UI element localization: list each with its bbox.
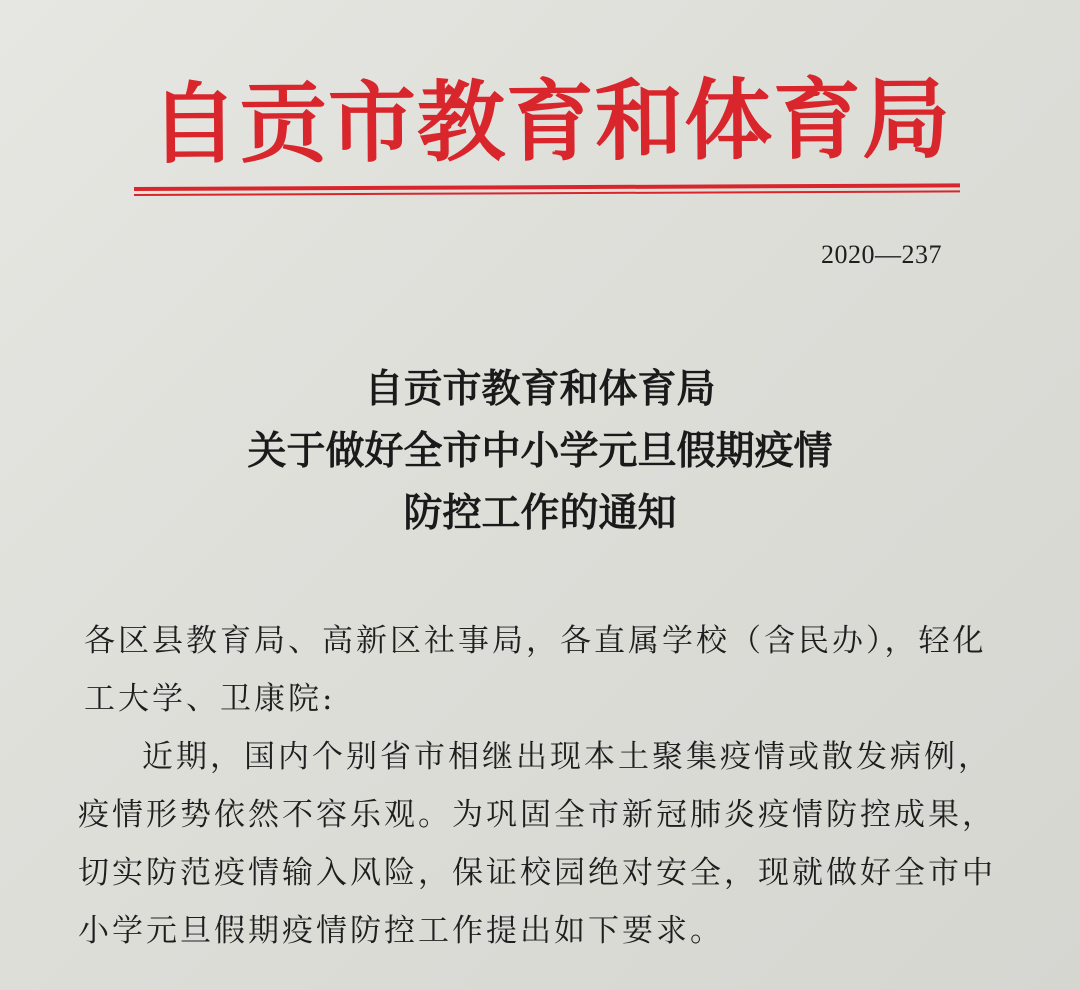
document-body: [78, 612, 1008, 960]
title-line-1: 自贡市教育和体育局: [364, 366, 716, 412]
salutation: 各区县教育局、高新区社事局，各直属学校（含民办），轻化工大学、卫康院:: [84, 623, 987, 717]
red-divider-thick: [134, 183, 960, 191]
title-line-2: 关于做好全市中小学元旦假期疫情: [247, 428, 833, 474]
red-divider-line: [134, 183, 960, 195]
document-title: [0, 358, 1080, 544]
red-divider-thin: [134, 190, 960, 195]
document-number: 2020—237: [821, 240, 942, 269]
issuer-header: 自贡市教育和体育局: [149, 67, 952, 176]
title-line-3: 防控工作的通知: [403, 490, 677, 536]
body-paragraph: 近期，国内个别省市相继出现本土聚集疫情或散发病例，疫情形势依然不容乐观。为巩固全市新冠肺炎疫情防控成果，切实防范疫情输入风险，保证校园绝对安全，现就做好全市中小学元旦假期疫情防控工作提出如下要求。: [78, 739, 996, 949]
